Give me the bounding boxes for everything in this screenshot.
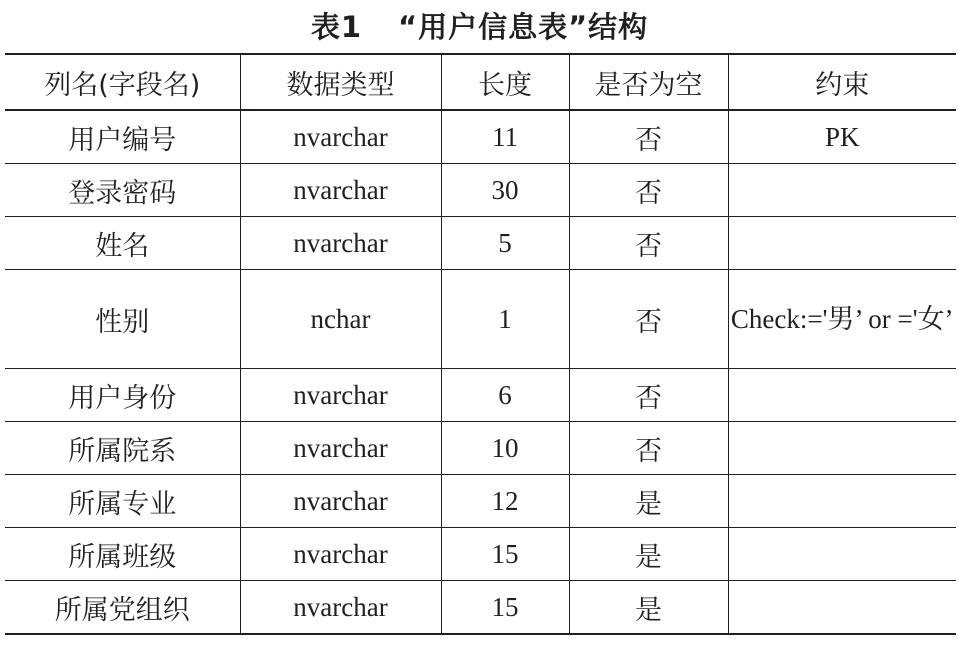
table-row <box>5 110 956 164</box>
table-row <box>5 422 956 475</box>
cell-nullable: 是 <box>569 475 728 528</box>
cell-data-type: nvarchar <box>240 164 441 217</box>
cell-length: 6 <box>441 369 569 422</box>
cell-column-name: 用户身份 <box>5 369 240 422</box>
cell-constraint <box>728 475 956 528</box>
cell-data-type: nvarchar <box>240 369 441 422</box>
header-data-type: 数据类型 <box>240 54 441 110</box>
cell-length: 15 <box>441 528 569 581</box>
table-row <box>5 581 956 635</box>
cell-length: 5 <box>441 217 569 270</box>
cell-data-type: nchar <box>240 270 441 369</box>
cell-nullable: 否 <box>569 270 728 369</box>
cell-data-type: nvarchar <box>240 581 441 635</box>
cell-constraint <box>728 369 956 422</box>
cell-nullable: 否 <box>569 422 728 475</box>
table-title: “用户信息表”结构 <box>398 9 649 44</box>
user-info-table <box>5 53 956 635</box>
cell-nullable: 是 <box>569 581 728 635</box>
table-row <box>5 528 956 581</box>
cell-column-name: 所属党组织 <box>5 581 240 635</box>
cell-data-type: nvarchar <box>240 110 441 164</box>
cell-column-name: 所属院系 <box>5 422 240 475</box>
table-caption <box>0 0 959 50</box>
cell-data-type: nvarchar <box>240 217 441 270</box>
cell-length: 30 <box>441 164 569 217</box>
cell-column-name: 所属班级 <box>5 528 240 581</box>
cell-nullable: 否 <box>569 217 728 270</box>
cell-column-name: 登录密码 <box>5 164 240 217</box>
cell-nullable: 否 <box>569 369 728 422</box>
cell-length: 12 <box>441 475 569 528</box>
cell-data-type: nvarchar <box>240 528 441 581</box>
cell-nullable: 是 <box>569 528 728 581</box>
cell-constraint <box>728 422 956 475</box>
cell-length: 10 <box>441 422 569 475</box>
cell-data-type: nvarchar <box>240 475 441 528</box>
table-row <box>5 217 956 270</box>
cell-length: 1 <box>441 270 569 369</box>
header-length: 长度 <box>441 54 569 110</box>
cell-constraint: PK <box>728 110 956 164</box>
cell-constraint <box>728 217 956 270</box>
cell-data-type: nvarchar <box>240 422 441 475</box>
cell-constraint <box>728 164 956 217</box>
table-row <box>5 164 956 217</box>
table-row <box>5 369 956 422</box>
cell-length: 15 <box>441 581 569 635</box>
cell-column-name: 性别 <box>5 270 240 369</box>
cell-constraint: Check:='男’ or ='女’ <box>728 270 956 369</box>
table-header-row <box>5 54 956 110</box>
header-nullable: 是否为空 <box>569 54 728 110</box>
table-row <box>5 270 956 369</box>
cell-constraint <box>728 581 956 635</box>
cell-nullable: 否 <box>569 164 728 217</box>
cell-nullable: 否 <box>569 110 728 164</box>
header-constraint: 约束 <box>728 54 956 110</box>
cell-length: 11 <box>441 110 569 164</box>
header-column-name: 列名(字段名) <box>5 54 240 110</box>
cell-column-name: 姓名 <box>5 217 240 270</box>
table-number: 表1 <box>310 9 363 44</box>
cell-column-name: 所属专业 <box>5 475 240 528</box>
cell-constraint <box>728 528 956 581</box>
cell-column-name: 用户编号 <box>5 110 240 164</box>
table-row <box>5 475 956 528</box>
